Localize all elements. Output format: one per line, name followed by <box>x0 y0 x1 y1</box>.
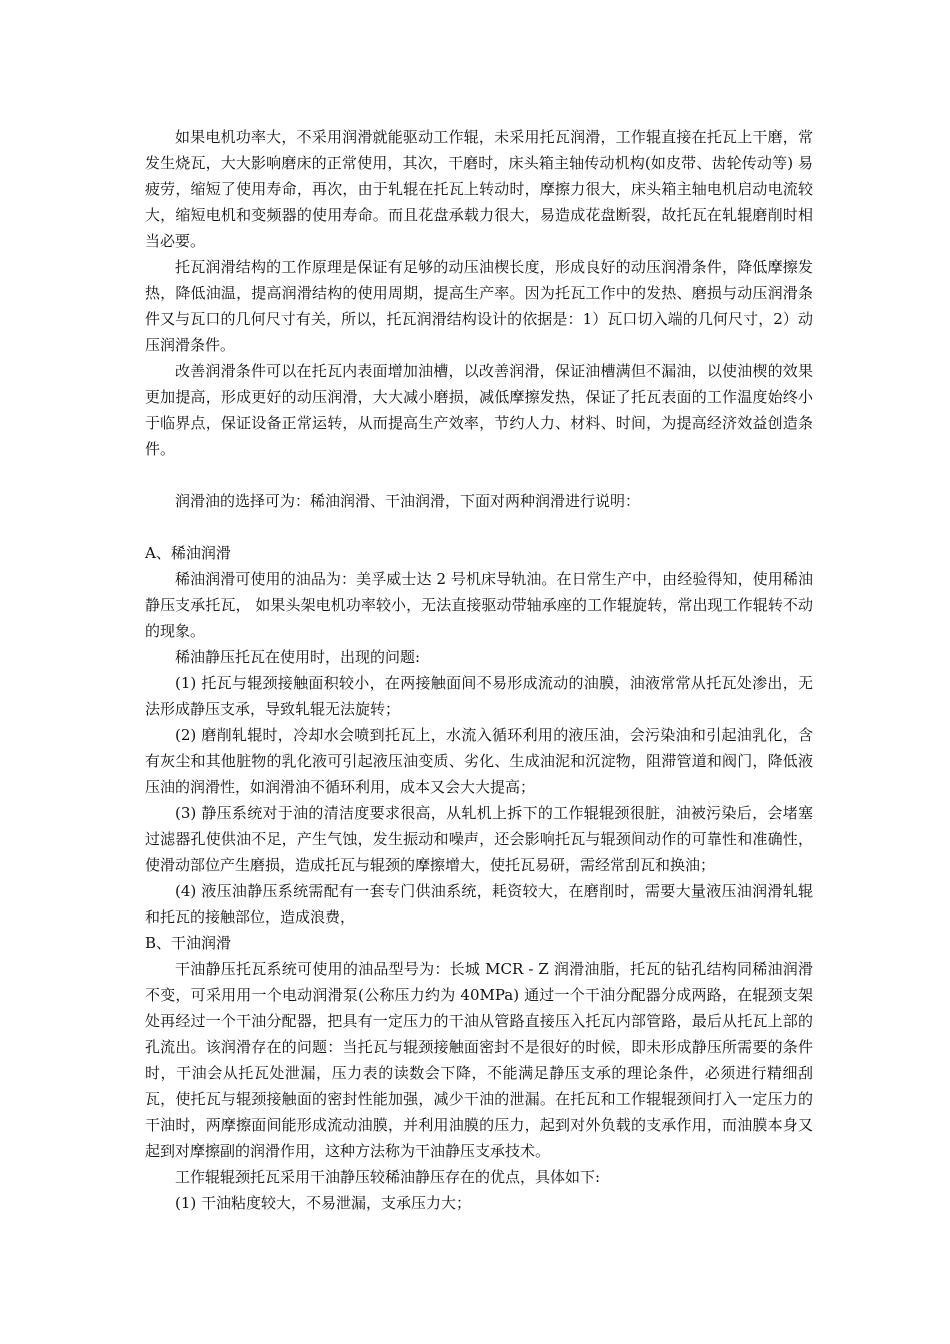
heading-grease: B、干油润滑 <box>145 934 232 952</box>
list-item-advantage-1: (1) 干油粘度较大，不易泄漏，支承压力大； <box>175 1194 472 1212</box>
paragraph-thin-oil-problems: 稀油静压托瓦在使用时，出现的问题: <box>175 648 421 666</box>
heading-thin-oil: A、稀油润滑 <box>145 544 231 562</box>
list-item-problem-3: (3) 静压系统对于油的清洁度要求很高，从轧机上拆下的工作辊辊颈很脏，油被污染后，会堵塞过滤器孔使供油不足，产生气蚀，发生振动和噪声，还会影响托瓦与辊颈间动作的可靠性和准确性，使滑动部位产生磨损，造成托瓦与辊颈的摩擦增大，使托瓦易研，需经常刮瓦和换油； <box>145 804 813 874</box>
paragraph-thin-oil-intro: 稀油润滑可使用的油品为：美孚威士达 2 号机床导轨油。在日常生产中，由经验得知，使用稀油静压支承托瓦， 如果头架电机功率较小，无法直接驱动带轴承座的工作辊旋转，常出现工作辊转不动的现象。 <box>145 570 813 640</box>
paragraph-working-principle: 托瓦润滑结构的工作原理是保证有足够的动压油楔长度，形成良好的动压润滑条件，降低摩擦发热，降低油温，提高润滑结构的使用周期，提高生产率。因为托瓦工作中的发热、磨损与动压润滑条件又与瓦口的几何尺寸有关，所以，托瓦润滑结构设计的依据是：1）瓦口切入端的几何尺寸，2）动压润滑条件。 <box>145 258 813 354</box>
paragraph-improve-lubrication: 改善润滑条件可以在托瓦内表面增加油槽，以改善润滑，保证油槽满但不漏油，以使油楔的效果更加提高，形成更好的动压润滑，大大减小磨损，减低摩擦发热，保证了托瓦表面的工作温度始终小于临界点，保证设备正常运转，从而提高生产效率，节约人力、材料、时间，为提高经济效益创造条件。 <box>145 362 813 458</box>
paragraph-grease-system: 干油静压托瓦系统可使用的油品型号为：长城 MCR - Z 润滑油脂，托瓦的钻孔结构同稀油润滑不变，可采用用一个电动润滑泵(公称压力约为 40MPa) 通过一个干油分配器分成两路，在辊颈支架处再经过一个干油分配器，把具有一定压力的干油从管路直接压入托瓦内部管路，最后从托瓦上部的孔流出。该润滑存在的问题：当托瓦与辊颈接触面密封不是很好的时候，即未形成静压所需要的条件时，干油会从托瓦处泄漏，压力表的读数会下降，不能满足静压支承的理论条件，必须进行精细刮瓦，使托瓦与辊颈接触面的密封性能加强，减少干油的泄漏。在托瓦和工作辊辊颈间打入一定压力的干油时，两摩擦面间能形成流动油膜，并利用油膜的压力，起到对外负载的支承作用，而油膜本身又起到对摩擦副的润滑作用，这种方法称为干油静压支承技术。 <box>145 960 813 1160</box>
list-item-problem-2: (2) 磨削轧辊时，冷却水会喷到托瓦上，水流入循环利用的液压油，会污染油和引起油乳化，含有灰尘和其他脏物的乳化液可引起液压油变质、劣化、生成油泥和沉淀物，阻滞管道和阀门，降低液压油的润滑性，如润滑油不循环利用，成本又会大大提高； <box>145 726 813 796</box>
paragraph-motor-power: 如果电机功率大，不采用润滑就能驱动工作辊，未采用托瓦润滑，工作辊直接在托瓦上干磨，常发生烧瓦，大大影响磨床的正常使用，其次，干磨时，床头箱主轴传动机构(如皮带、齿轮传动等) 易疲劳，缩短了使用寿命，再次，由于轧辊在托瓦上转动时，摩擦力很大，床头箱主轴电机启动电流较大，缩短电机和变频器的使用寿命。而且花盘承载力很大，易造成花盘断裂，故托瓦在轧辊磨削时相当必要。 <box>145 128 813 250</box>
document-body <box>145 124 813 1216</box>
paragraph-oil-choice: 润滑油的选择可为：稀油润滑、干油润滑，下面对两种润滑进行说明： <box>175 492 641 510</box>
paragraph-grease-advantages: 工作辊辊颈托瓦采用干油静压较稀油静压存在的优点，具体如下: <box>175 1168 601 1186</box>
list-item-problem-4: (4) 液压油静压系统需配有一套专门供油系统，耗资较大，在磨削时，需要大量液压油润滑轧辊和托瓦的接触部位，造成浪费， <box>145 882 813 926</box>
list-item-problem-1: (1) 托瓦与辊颈接触面积较小，在两接触面间不易形成流动的油膜，油液常常从托瓦处渗出，无法形成静压支承，导致轧辊无法旋转； <box>145 674 813 718</box>
